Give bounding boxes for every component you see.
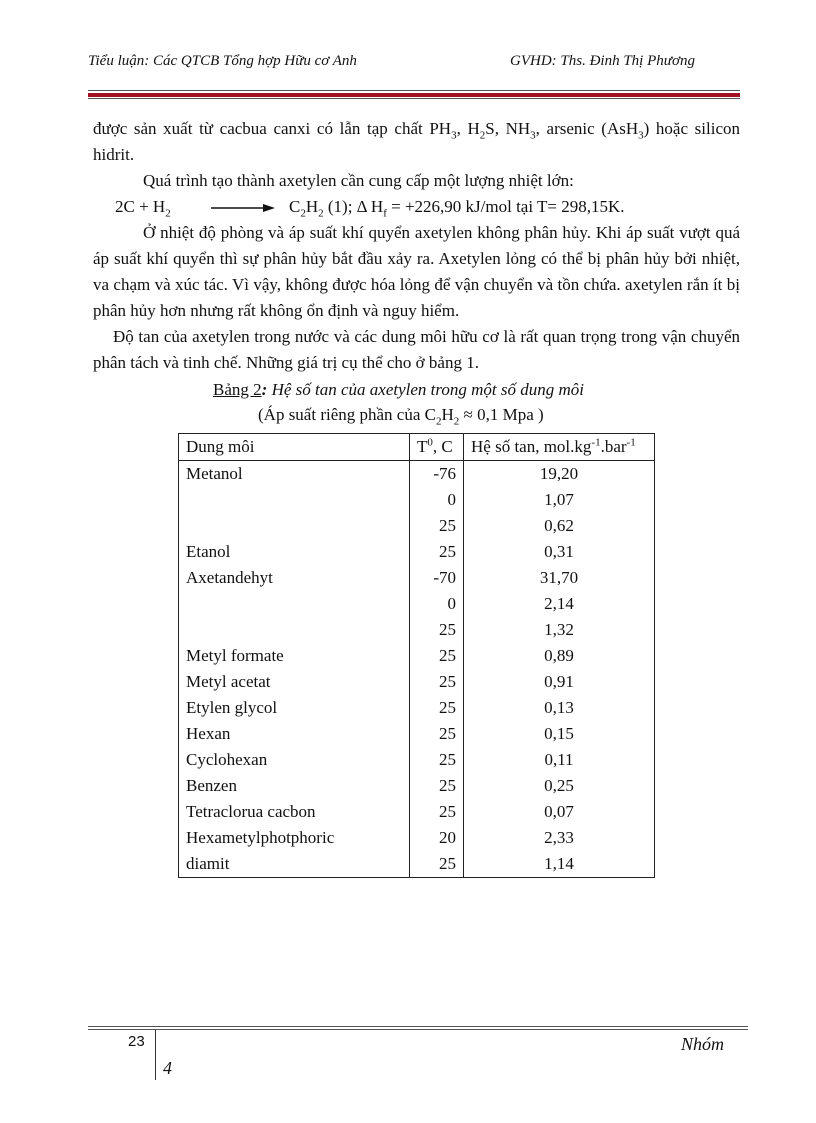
header-sol-sup: -1 [591,436,601,449]
cell-solubility: 0,15 [464,721,655,747]
cell-solvent: Tetraclorua cacbon [179,799,410,825]
header-sol-text: Hệ số tan, mol.kg [471,437,592,456]
cell-solvent: Hexan [179,721,410,747]
subcaption-text: H [441,405,454,424]
cell-solvent: Hexametylphotphoric [179,825,410,851]
cell-solubility: 0,62 [464,513,655,539]
footer-divider [155,1030,156,1080]
cell-solvent: diamit [179,851,410,878]
header-sol-text: .bar [600,437,627,456]
footer-group-number: 4 [163,1058,172,1078]
cell-solvent: Etanol [179,539,410,565]
cell-temperature: 25 [410,851,464,878]
eq-sub: 2 [318,207,324,220]
equation-lhs [115,194,171,220]
header-rule-accent [88,93,740,97]
table-row [179,591,655,617]
table-row [179,487,655,513]
header-solubility [464,434,655,461]
table-row [179,565,655,591]
cell-solvent: Metyl formate [179,643,410,669]
p1-text-d: , arsenic (AsH [535,119,639,138]
eq-lhs-text: 2C + H [115,197,166,216]
cell-solubility: 1,32 [464,617,655,643]
eq-sub: 2 [300,207,306,220]
table-row [179,799,655,825]
header-temp-text: T [417,437,428,456]
table-row [179,825,655,851]
paragraph-3: Ở nhiệt độ phòng và áp suất khí quyển axetylen không phân hủy. Khi áp suất vượt quá áp suất khí quyển thì sự phân hủy bắt đầu xảy ra. Axetylen lỏng có thể bị phân hủy bởi nhiệt, va chạm và xúc tác. Vì vậy, không được hóa lỏng để vận chuyển và tồn chứa. axetylen rắn ít bị phân hủy hơn nhưng rất không ổn định và nguy hiểm. [93,223,740,320]
eq-rhs-text: (1); Δ H [323,197,384,216]
header-rule-top [88,90,740,91]
caption-label: Bảng 2 [213,380,262,399]
cell-temperature: -76 [410,461,464,488]
cell-solvent [179,591,410,617]
table-subcaption [258,405,544,428]
cell-temperature: -70 [410,565,464,591]
cell-solvent: Etylen glycol [179,695,410,721]
cell-solvent: Cyclohexan [179,747,410,773]
subcaption-text: (Áp suất riêng phần của C [258,405,436,424]
eq-sub: f [383,207,387,220]
cell-solvent [179,487,410,513]
cell-solubility: 1,07 [464,487,655,513]
solubility-table [178,433,655,878]
cell-solubility: 0,11 [464,747,655,773]
cell-temperature: 25 [410,513,464,539]
header-sol-sup: -1 [626,436,636,449]
footer-rule [88,1029,748,1030]
eq-rhs-text: = +226,90 kJ/mol tại T= 298,15K. [386,197,625,216]
p1-text-c: S, NH [485,119,531,138]
cell-solvent: Axetandehyt [179,565,410,591]
cell-solubility: 0,31 [464,539,655,565]
cell-temperature: 25 [410,799,464,825]
header-title: Tiểu luận: Các QTCB Tổng hợp Hữu cơ Anh [88,53,357,69]
caption-title: Hệ số tan của axetylen trong một số dung môi [267,380,584,399]
cell-solubility: 0,91 [464,669,655,695]
subcaption-sub: 2 [453,415,460,428]
table-row [179,617,655,643]
cell-temperature: 25 [410,773,464,799]
eq-sub: 2 [165,207,171,220]
paragraph-4: Độ tan của axetylen trong nước và các dung môi hữu cơ là rất quan trọng trong vận chuyển phân tách và tinh chế. Những giá trị cụ thể cho ở bảng 1. [93,327,740,372]
p1-text-e: ) hoặc silicon hidrit. [93,119,740,164]
cell-temperature: 25 [410,747,464,773]
table-row [179,695,655,721]
p1-sub: 3 [451,129,457,142]
table-row [179,461,655,488]
page-number: 23 [128,1033,145,1050]
table-row [179,643,655,669]
cell-solvent [179,617,410,643]
cell-temperature: 0 [410,591,464,617]
header-temperature [410,434,464,461]
p1-sub: 3 [638,129,644,142]
table-row [179,747,655,773]
table-row [179,669,655,695]
cell-solubility: 0,07 [464,799,655,825]
eq-rhs-text: C [289,197,301,216]
p1-sub: 2 [479,129,486,142]
table-row [179,513,655,539]
footer-rule [88,1026,748,1027]
caption-colon: : [261,380,268,399]
cell-solubility: 0,25 [464,773,655,799]
cell-temperature: 25 [410,539,464,565]
cell-solubility: 31,70 [464,565,655,591]
table-header-row [179,434,655,461]
footer-group-label: Nhóm [680,1034,724,1054]
header-solvent: Dung môi [179,434,410,461]
equation [93,194,740,220]
cell-solubility: 19,20 [464,461,655,488]
cell-solvent: Metyl acetat [179,669,410,695]
table-row [179,721,655,747]
cell-temperature: 25 [410,721,464,747]
equation-rhs [289,194,625,220]
cell-temperature: 25 [410,643,464,669]
cell-solubility: 2,33 [464,825,655,851]
cell-solubility: 2,14 [464,591,655,617]
reaction-arrow-icon [211,204,275,212]
cell-solvent [179,513,410,539]
p1-text-a: được sản xuất từ cacbua canxi có lẫn tạp chất PH [93,119,452,138]
cell-solubility: 0,13 [464,695,655,721]
subcaption-sub: 2 [435,415,442,428]
paragraph-2: Quá trình tạo thành axetylen cần cung cấp một lượng nhiệt lớn: [143,171,574,190]
paragraph-1 [93,116,740,168]
cell-temperature: 20 [410,825,464,851]
cell-temperature: 0 [410,487,464,513]
header-instructor: GVHD: Ths. Đinh Thị Phương [510,53,695,69]
cell-solvent: Benzen [179,773,410,799]
table-caption [213,380,584,400]
cell-solubility: 0,89 [464,643,655,669]
cell-temperature: 25 [410,669,464,695]
p1-text-b: , H [456,119,480,138]
subcaption-text: ≈ 0,1 Mpa ) [459,405,544,424]
p1-sub: 3 [530,129,536,142]
header-temp-text: , C [432,437,453,456]
cell-temperature: 25 [410,617,464,643]
body-text [93,116,740,376]
eq-rhs-text: H [305,197,319,216]
header-temp-sup: 0 [427,436,433,449]
table-row [179,539,655,565]
header-rule-bottom [88,98,740,99]
cell-solubility: 1,14 [464,851,655,878]
table-row [179,851,655,878]
table-row [179,773,655,799]
cell-solvent: Metanol [179,461,410,488]
cell-temperature: 25 [410,695,464,721]
